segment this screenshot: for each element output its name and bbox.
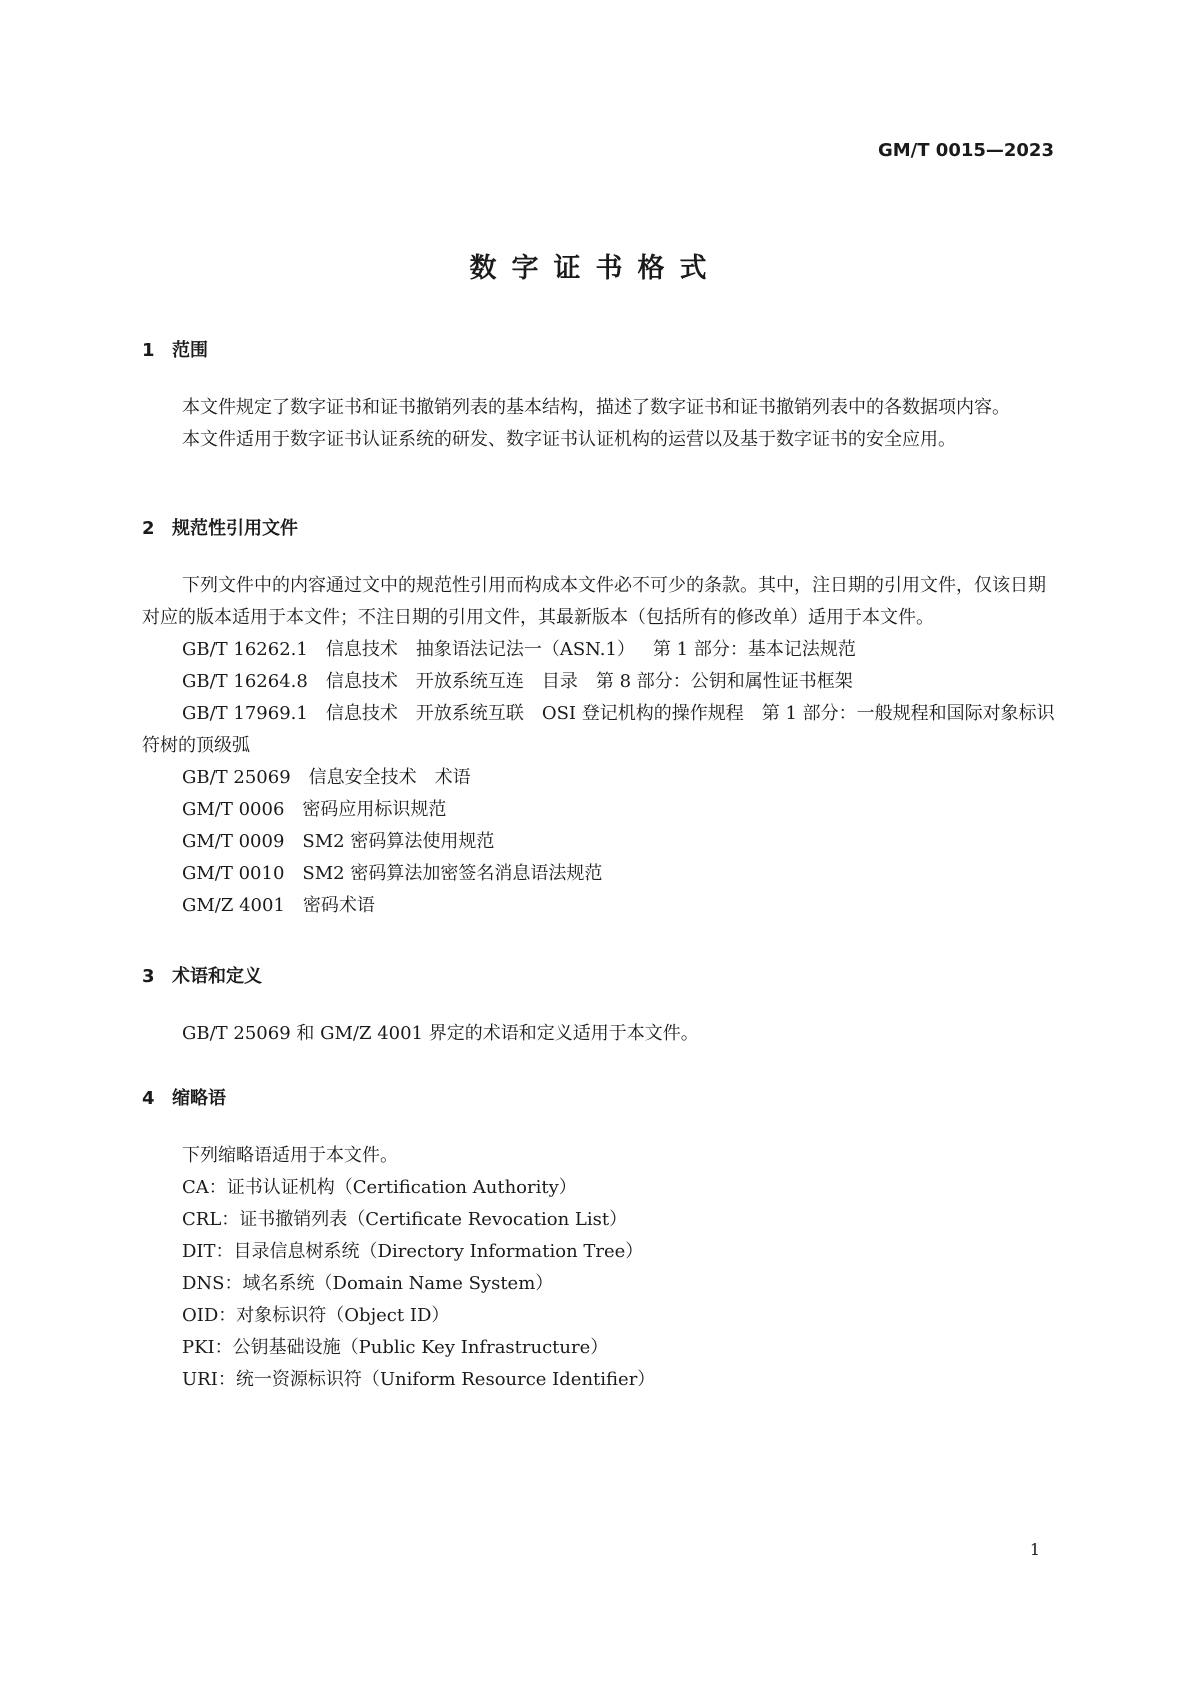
paragraph: GB/T 25069 和 GM/Z 4001 界定的术语和定义适用于本文件。 [182,1023,699,1044]
reference-item [142,890,1062,922]
abbreviation-item: DIT：目录信息树系统（Directory Information Tree） [182,1241,644,1262]
section-abbreviations [142,1084,1062,1396]
reference-code: GM/T 0009 [182,831,285,852]
reference-title: 目录 [541,671,578,692]
abbreviation-item: CRL：证书撤销列表（Certificate Revocation List） [182,1209,628,1230]
section-terms-definitions [142,962,1062,1050]
section-number: 4 [142,1088,155,1109]
reference-item [142,634,1062,666]
reference-title: 术语 [434,767,471,788]
reference-item [142,794,1062,826]
reference-code: GB/T 16264.8 [182,671,308,692]
reference-code: GB/T 16262.1 [182,639,308,660]
reference-title: SM2 密码算法加密签名消息语法规范 [302,863,603,884]
paragraph: 本文件适用于数字证书认证系统的研发、数字证书认证机构的运营以及基于数字证书的安全应用。 [182,429,956,450]
abbreviation-item: PKI：公钥基础设施（Public Key Infrastructure） [182,1337,609,1358]
section-title: 范围 [172,340,208,361]
section-number: 3 [142,966,155,987]
section-heading [142,962,1062,988]
abbreviation-item: OID：对象标识符（Object ID） [182,1305,450,1326]
section-title: 规范性引用文件 [172,518,298,539]
reference-title: 信息安全技术 [308,767,417,788]
reference-title: 开放系统互连 [415,671,524,692]
section-heading [142,1084,1062,1110]
paragraph: 下列文件中的内容通过文中的规范性引用而构成本文件必不可少的条款。其中，注日期的引用文件，仅该日期对应的版本适用于本文件；不注日期的引用文件，其最新版本（包括所有的修改单）适用于本文件。 [142,575,1046,628]
reference-item [142,666,1062,698]
section-normative-references [142,514,1062,922]
section-number: 1 [142,340,155,361]
reference-part: 第 1 部分：基本记法规范 [652,639,856,660]
reference-title: SM2 密码算法使用规范 [302,831,495,852]
section-title: 术语和定义 [172,966,262,987]
reference-code: GM/T 0006 [182,799,285,820]
paragraph: 本文件规定了数字证书和证书撤销列表的基本结构，描述了数字证书和证书撤销列表中的各数据项内容。 [182,397,1010,418]
reference-item [142,826,1062,858]
reference-title: OSI 登记机构的操作规程 [541,703,744,724]
reference-code: GB/T 17969.1 [182,703,308,724]
document-title: 数字证书格式 [469,253,722,284]
reference-title: 信息技术 [325,671,398,692]
reference-title: 密码术语 [302,895,375,916]
reference-code: GM/Z 4001 [182,895,285,916]
section-heading [142,514,1062,540]
paragraph: 下列缩略语适用于本文件。 [182,1145,398,1166]
reference-title: 信息技术 [325,639,398,660]
abbreviation-item: URI：统一资源标识符（Uniform Resource Identifier） [182,1369,656,1390]
reference-code: GM/T 0010 [182,863,285,884]
reference-code: GB/T 25069 [182,767,291,788]
section-scope [142,336,1062,456]
reference-item [142,858,1062,890]
reference-title: 密码应用标识规范 [302,799,447,820]
standard-code: GM/T 0015—2023 [877,140,1054,161]
reference-part: 第 1 部分：一般规程和国际对象标识符树的顶级弧 [142,703,1055,756]
abbreviation-item: CA：证书认证机构（Certification Authority） [182,1177,577,1198]
reference-title: 抽象语法记法一（ASN.1） [415,639,635,660]
reference-item [142,762,1062,794]
abbreviation-item: DNS：域名系统（Domain Name System） [182,1273,554,1294]
section-number: 2 [142,518,155,539]
page-number: 1 [1029,1540,1040,1559]
reference-part: 第 8 部分：公钥和属性证书框架 [595,671,853,692]
section-heading [142,336,1062,362]
reference-item [142,698,1062,762]
reference-title: 信息技术 [325,703,398,724]
section-title: 缩略语 [172,1088,226,1109]
reference-title: 开放系统互联 [415,703,524,724]
